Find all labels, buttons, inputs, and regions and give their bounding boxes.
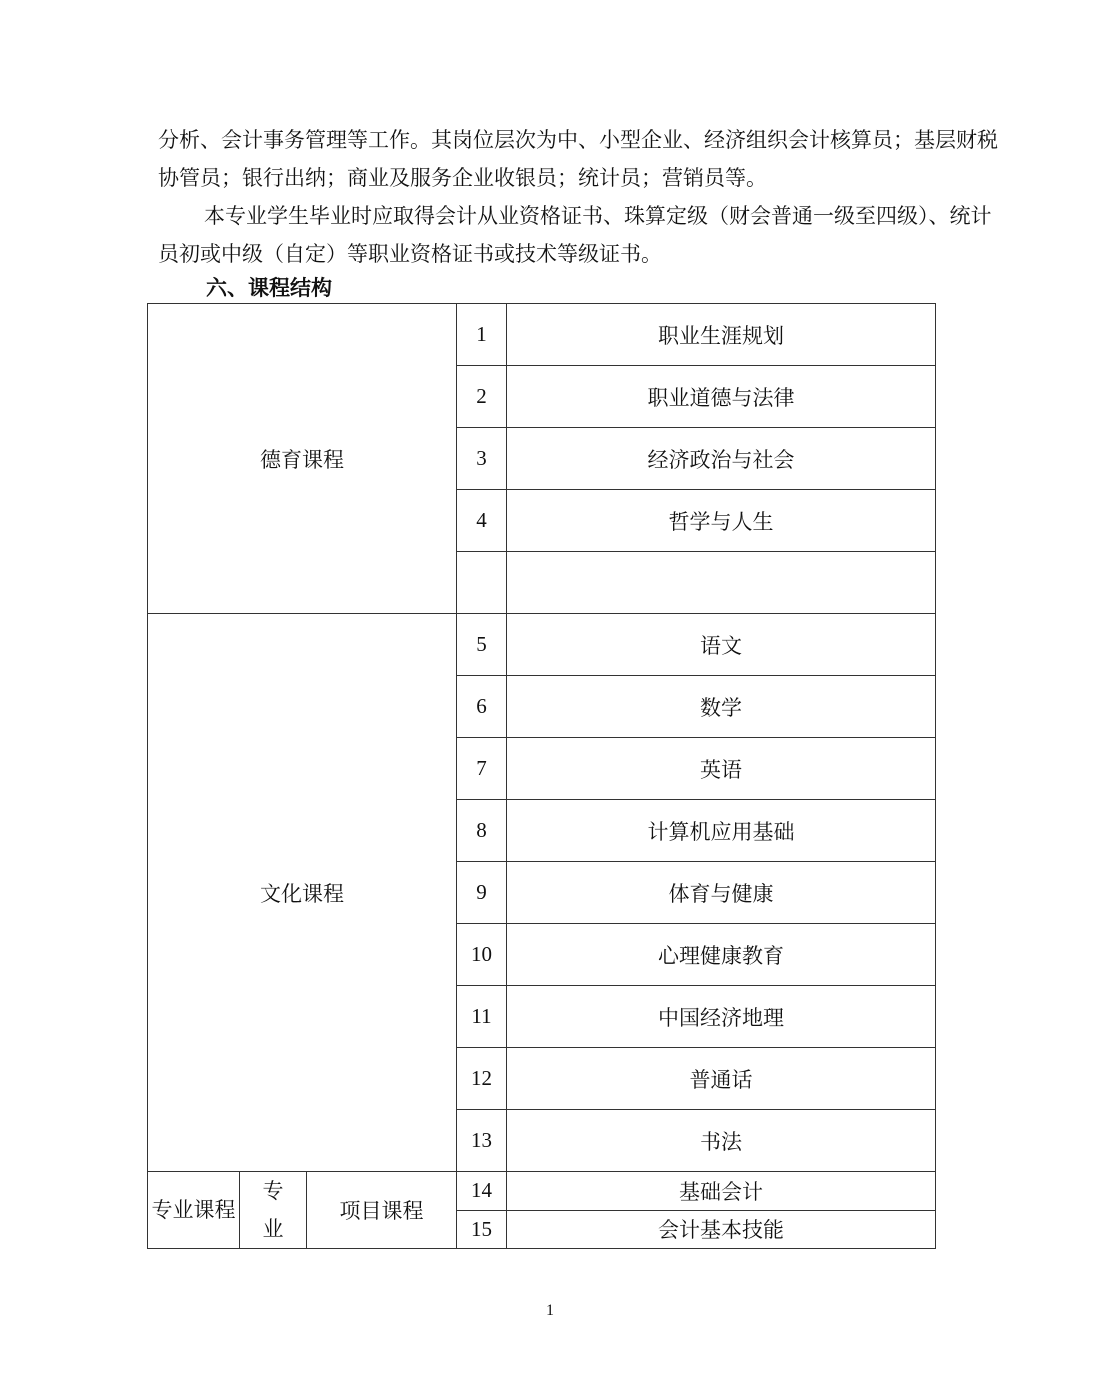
course-name: 中国经济地理 bbox=[507, 986, 936, 1048]
group-project-courses: 项目课程 bbox=[307, 1172, 457, 1249]
course-name: 职业生涯规划 bbox=[507, 304, 936, 366]
course-name: 基础会计 bbox=[507, 1172, 936, 1211]
course-number bbox=[457, 552, 507, 614]
group-major: 专业 bbox=[240, 1172, 307, 1249]
course-name: 书法 bbox=[507, 1110, 936, 1172]
group-moral-education: 德育课程 bbox=[148, 304, 457, 614]
course-name: 数学 bbox=[507, 676, 936, 738]
page-number: 1 bbox=[546, 1302, 554, 1319]
course-number: 5 bbox=[457, 614, 507, 676]
course-name: 会计基本技能 bbox=[507, 1210, 936, 1249]
table-row bbox=[148, 1172, 936, 1211]
course-number: 13 bbox=[457, 1110, 507, 1172]
course-name bbox=[507, 552, 936, 614]
course-number: 2 bbox=[457, 366, 507, 428]
course-number: 6 bbox=[457, 676, 507, 738]
group-culture-courses: 文化课程 bbox=[148, 614, 457, 1172]
course-name: 职业道德与法律 bbox=[507, 366, 936, 428]
course-structure-table bbox=[147, 303, 936, 1249]
course-number: 3 bbox=[457, 428, 507, 490]
course-number: 10 bbox=[457, 924, 507, 986]
course-name: 英语 bbox=[507, 738, 936, 800]
course-number: 11 bbox=[457, 986, 507, 1048]
course-number: 4 bbox=[457, 490, 507, 552]
course-name: 哲学与人生 bbox=[507, 490, 936, 552]
course-number: 8 bbox=[457, 800, 507, 862]
paragraph-certificates: 本专业学生毕业时应取得会计从业资格证书、珠算定级（财会普通一级至四级）、统计员初或中级（自定）等职业资格证书或技术等级证书。 bbox=[158, 204, 992, 266]
course-number: 14 bbox=[457, 1172, 507, 1211]
table-row bbox=[148, 304, 936, 366]
group-major-courses: 专业课程 bbox=[148, 1172, 240, 1249]
course-number: 9 bbox=[457, 862, 507, 924]
course-number: 15 bbox=[457, 1210, 507, 1249]
paragraph-duties: 分析、会计事务管理等工作。其岗位层次为中、小型企业、经济组织会计核算员；基层财税协管员；银行出纳；商业及服务企业收银员；统计员；营销员等。 bbox=[158, 128, 998, 190]
course-name: 计算机应用基础 bbox=[507, 800, 936, 862]
course-name: 普通话 bbox=[507, 1048, 936, 1110]
table-row bbox=[148, 614, 936, 676]
course-name: 经济政治与社会 bbox=[507, 428, 936, 490]
course-name: 体育与健康 bbox=[507, 862, 936, 924]
course-name: 心理健康教育 bbox=[507, 924, 936, 986]
course-name: 语文 bbox=[507, 614, 936, 676]
course-number: 1 bbox=[457, 304, 507, 366]
course-number: 7 bbox=[457, 738, 507, 800]
course-number: 12 bbox=[457, 1048, 507, 1110]
section-heading: 六、课程结构 bbox=[206, 276, 332, 300]
